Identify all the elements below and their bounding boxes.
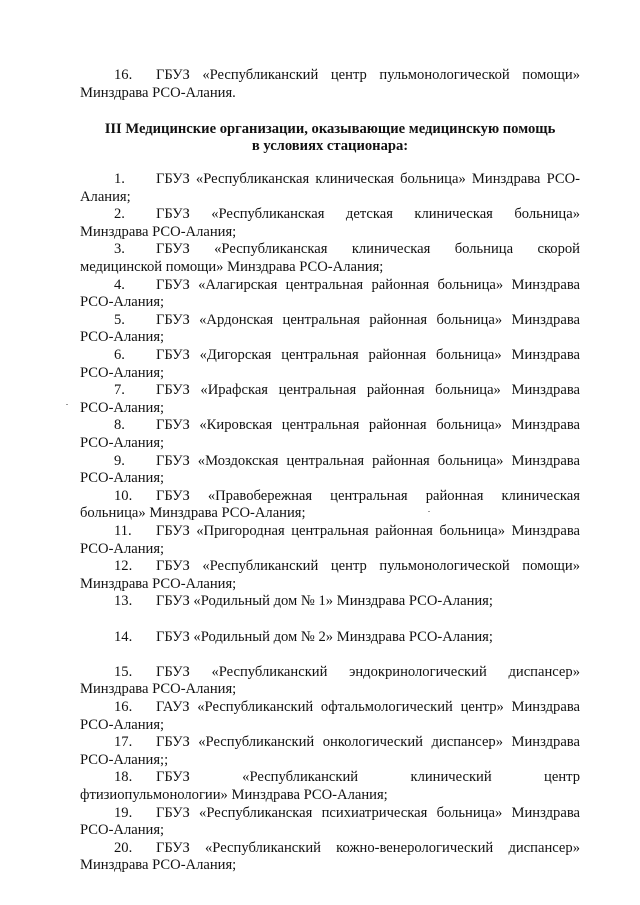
list-item — [80, 277, 580, 312]
list-item — [80, 241, 580, 276]
list-item-number: 2. — [114, 206, 125, 223]
top-item-number: 16. — [114, 67, 133, 83]
top-item-text: ГБУЗ «Республиканский центр пульмонологической помощи» Минздрава РСО-Алания. — [80, 67, 580, 101]
list-item — [80, 417, 580, 452]
list-item-text: ГБУЗ «Республиканский клинический центр фтизиопульмонологии» Минздрава РСО-Алания; — [80, 769, 580, 803]
list-item-text: ГБУЗ «Дигорская центральная районная больница» Минздрава РСО-Алания; — [80, 347, 580, 381]
list-item-text: ГБУЗ «Республиканская детская клиническая больница» Минздрава РСО-Алания; — [80, 206, 580, 240]
list-item — [80, 664, 580, 699]
list-item-text: ГБУЗ «Республиканский онкологический диспансер» Минздрава РСО-Алания;; — [80, 734, 580, 768]
section-heading — [80, 121, 580, 155]
list-item — [80, 206, 580, 241]
list-item — [80, 488, 580, 523]
list-item-number: 3. — [114, 241, 125, 258]
scan-speck — [66, 404, 68, 405]
list-item — [80, 734, 580, 769]
list-item — [80, 558, 580, 593]
list-item-number: 1. — [114, 171, 125, 187]
list-item — [80, 171, 580, 206]
list-item — [80, 593, 580, 611]
list-item-number: 9. — [114, 452, 125, 469]
list-item-number: 20. — [114, 839, 133, 856]
list-item-text: ГБУЗ «Моздокская центральная районная больница» Минздрава РСО-Алания; — [80, 452, 580, 487]
list-item-number: 7. — [114, 382, 125, 399]
list-item-text: ГБУЗ «Пригородная центральная районная больница» Минздрава РСО-Алания; — [80, 523, 580, 557]
list-item-number: 8. — [114, 417, 125, 434]
list-item — [80, 312, 580, 347]
list-item-text: ГБУЗ «Родильный дом № 2» Минздрава РСО-Алания; — [156, 628, 493, 645]
list-item-text: ГБУЗ «Республиканский центр пульмонологической помощи» Минздрава РСО-Алания; — [80, 558, 580, 592]
list-item-text: ГБУЗ «Ирафская центральная районная больница» Минздрава РСО-Алания; — [80, 382, 580, 416]
list-item — [80, 382, 580, 417]
list-item-text: ГАУЗ «Республиканский офтальмологический центр» Минздрава РСО-Алания; — [80, 699, 580, 733]
list-item — [80, 805, 580, 840]
list-item-number: 4. — [114, 276, 125, 293]
list-item-number: 19. — [114, 804, 133, 821]
list-item-number: 14. — [114, 628, 133, 645]
list-item-text: ГБУЗ «Алагирская центральная районная больница» Минздрава РСО-Алания; — [80, 276, 580, 311]
list-item-text: ГБУЗ «Родильный дом № 1» Минздрава РСО-Алания; — [156, 593, 493, 610]
list-item-text: ГБУЗ «Ардонская центральная районная больница» Минздрава РСО-Алания; — [80, 311, 580, 346]
list-item — [80, 699, 580, 734]
list-item — [80, 523, 580, 558]
list-item-text: ГБУЗ «Республиканская клиническая больница» Минздрава РСО-Алания; — [80, 171, 580, 205]
list-item — [80, 629, 580, 647]
list-item-text: ГБУЗ «Республиканская психиатрическая больница» Минздрава РСО-Алания; — [80, 804, 580, 839]
list-item-text: ГБУЗ «Республиканская клиническая больница скорой медицинской помощи» Минздрава РСО-Алания; — [80, 241, 580, 275]
list-item — [80, 453, 580, 488]
list-item-number: 6. — [114, 347, 125, 363]
list-item — [80, 769, 580, 804]
scan-speck — [428, 511, 430, 512]
list-item-text: ГБУЗ «Кировская центральная районная больница» Минздрава РСО-Алания; — [80, 417, 580, 451]
list-item-number: 12. — [114, 558, 133, 575]
list-item-number: 15. — [114, 663, 133, 680]
list-item-number: 10. — [114, 487, 133, 504]
list-item-number: 17. — [114, 734, 133, 751]
list-item-text: ГБУЗ «Республиканский эндокринологический диспансер» Минздрава РСО-Алания; — [80, 663, 580, 698]
top-list-item — [80, 67, 580, 102]
list-item-number: 18. — [114, 769, 133, 786]
list-item — [80, 347, 580, 382]
section-heading-line-1: III Медицинские организации, оказывающие медицинскую помощь — [104, 121, 556, 137]
list-item-number: 5. — [114, 311, 125, 328]
section-heading-line-2: в условиях стационара: — [251, 138, 409, 154]
list-item-number: 11. — [114, 523, 132, 539]
list-item — [80, 840, 580, 875]
list-item-number: 13. — [114, 593, 133, 610]
list-item-number: 16. — [114, 699, 133, 715]
list-item-text: ГБУЗ «Республиканский кожно-венерологический диспансер» Минздрава РСО-Алания; — [80, 839, 580, 874]
list-item-text: ГБУЗ «Правобережная центральная районная клиническая больница» Минздрава РСО-Алания; — [80, 487, 580, 522]
